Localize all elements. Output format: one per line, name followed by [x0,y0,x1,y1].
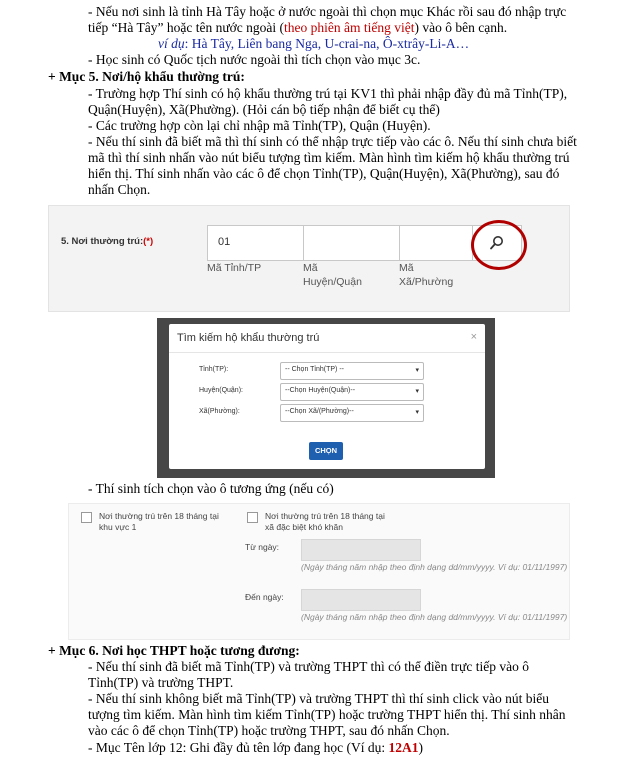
intro-line-2 [88,20,507,36]
to-date-note: (Ngày tháng năm nhập theo định dạng dd/mm/yyyy. Ví dụ: 01/11/1997) [301,612,568,622]
section6-p6a: - Mục Tên lớp 12: Ghi đầy đủ tên lớp đang học (Ví dụ: [88,740,389,755]
district-code-input[interactable] [303,225,400,261]
district-select-value: --Chọn Huyện(Quận)-- [285,387,356,394]
tick-instruction: - Thí sinh tích chọn vào ô tương ứng (nếu có) [88,481,334,496]
from-date-input[interactable] [301,539,421,561]
example-text: : Hà Tây, Liên bang Nga, U-crai-na, Ô-xtrây-Li-A… [184,36,470,51]
intro-example [158,36,469,52]
section5-p6: hiển thị. Thí sinh nhấn vào các ô để chọn Tỉnh(TP), Quận(Huyện), Xã(Phường), sau đó [88,166,560,181]
search-modal-screenshot [157,318,495,478]
province-select[interactable] [280,362,424,380]
section5-p2: Quận(Huyện), Xã(Phường). (Hỏi cán bộ tiếp nhận để biết cụ thể) [88,102,440,117]
section5-p5: mã thì thí sinh nhấn vào nút biểu tượng tìm kiếm. Màn hình tìm kiếm hộ khẩu thường trú [88,150,570,165]
section5-p4: - Nếu thí sinh đã biết mã thì thí sinh có thể nhập trực tiếp vào các ô. Nếu thí sinh chưa biết [88,134,577,149]
district-select[interactable] [280,383,424,401]
section6-p6 [88,740,423,756]
province-code-value: 01 [218,236,231,248]
section6-p4: tượng tìm kiếm. Màn hình tìm kiếm Tỉnh(TP) hoặc trường THPT hiển thị. Thí sinh nhân [88,707,566,722]
residence-label-text: 5. Nơi thường trú: [61,236,144,247]
province-code-input[interactable] [207,225,304,261]
chevron-down-icon: ▾ [415,388,419,395]
to-date-input[interactable] [301,589,421,611]
section5-p3: - Các trường hợp còn lại chỉ nhập mã Tỉnh(TP), Quận (Huyện). [88,118,431,133]
caption-province: Mã Tỉnh/TP [207,262,262,274]
section5-p7: nhấn Chọn. [88,182,151,197]
section6-p6b: ) [418,740,423,755]
intro-line-2b: ) vào ô bên cạnh. [414,20,508,35]
section6-p3: - Nếu thí sinh không biết mã Tỉnh(TP) và trường THPT thì thí sinh click vào nút biểu [88,691,550,706]
section6-p5: vào các ô để chọn Tỉnh(TP) hoặc trường THPT, sau đó nhấn Chọn. [88,723,450,738]
class-example: 12A1 [388,740,419,755]
difficult-commune-label: Nơi thường trú trên 18 tháng tại xã đặc biệt khó khăn [265,511,385,532]
from-date-note: (Ngày tháng năm nhập theo định dạng dd/mm/yyyy. Ví dụ: 01/11/1997) [301,562,568,572]
search-modal [169,324,485,469]
caption-ward: Mã Xã/Phường [399,262,454,288]
intro-line-2a: tiếp “Hà Tây” hoặc tên nước ngoài ( [88,20,285,35]
choose-button[interactable]: CHỌN [309,442,343,460]
caption-district: Mã Huyện/Quận [303,262,362,288]
close-icon[interactable]: × [470,331,477,343]
province-select-label: Tỉnh(TP): [199,366,229,373]
section6-heading: + Mục 6. Nơi học THPT hoặc tương đương: [48,643,300,658]
area1-label: Nơi thường trú trên 18 tháng tại khu vực 1 [99,511,219,532]
intro-line-1: - Nếu nơi sinh là tỉnh Hà Tây hoặc ở nước ngoài thì chọn mục Khác rồi sau đó nhập trực [88,4,567,19]
highlight-circle [471,220,527,270]
modal-divider [169,352,485,353]
difficult-commune-checkbox[interactable] [247,512,258,523]
section6-p1: - Nếu thí sinh đã biết mã Tỉnh(TP) và trường THPT thì có thể điền trực tiếp vào ô [88,659,529,674]
ward-select-label: Xã(Phường): [199,408,240,415]
intro-line-2-red: theo phiên âm tiếng việt [284,20,415,35]
residence-form-screenshot [48,205,570,312]
section6-p2: Tỉnh(TP) và trường THPT. [88,675,234,690]
modal-title: Tìm kiếm hộ khẩu thường trú [177,332,320,344]
area1-checkbox[interactable] [81,512,92,523]
chevron-down-icon: ▾ [415,367,419,374]
example-prefix: ví dụ [158,36,185,51]
ward-select-value: --Chọn Xã/(Phường)-- [285,408,354,415]
province-select-value: -- Chọn Tỉnh(TP) -- [285,366,344,373]
intro-line-4: - Học sinh có Quốc tịch nước ngoài thì tích chọn vào mục 3c. [88,52,421,67]
chevron-down-icon: ▾ [415,409,419,416]
ward-code-input[interactable] [399,225,473,261]
district-select-label: Huyện(Quận): [199,387,243,394]
section5-p1: - Trường hợp Thí sinh có hộ khẩu thường trú tại KV1 thì phải nhập đầy đủ mã Tỉnh(TP), [88,86,568,101]
area-checkbox-screenshot [68,503,570,640]
required-mark: (*) [143,236,154,247]
from-date-label: Từ ngày: [245,542,280,552]
ward-select[interactable] [280,404,424,422]
section5-heading: + Mục 5. Nơi/hộ khẩu thường trú: [48,69,245,84]
to-date-label: Đến ngày: [245,592,284,602]
residence-label [61,236,153,247]
